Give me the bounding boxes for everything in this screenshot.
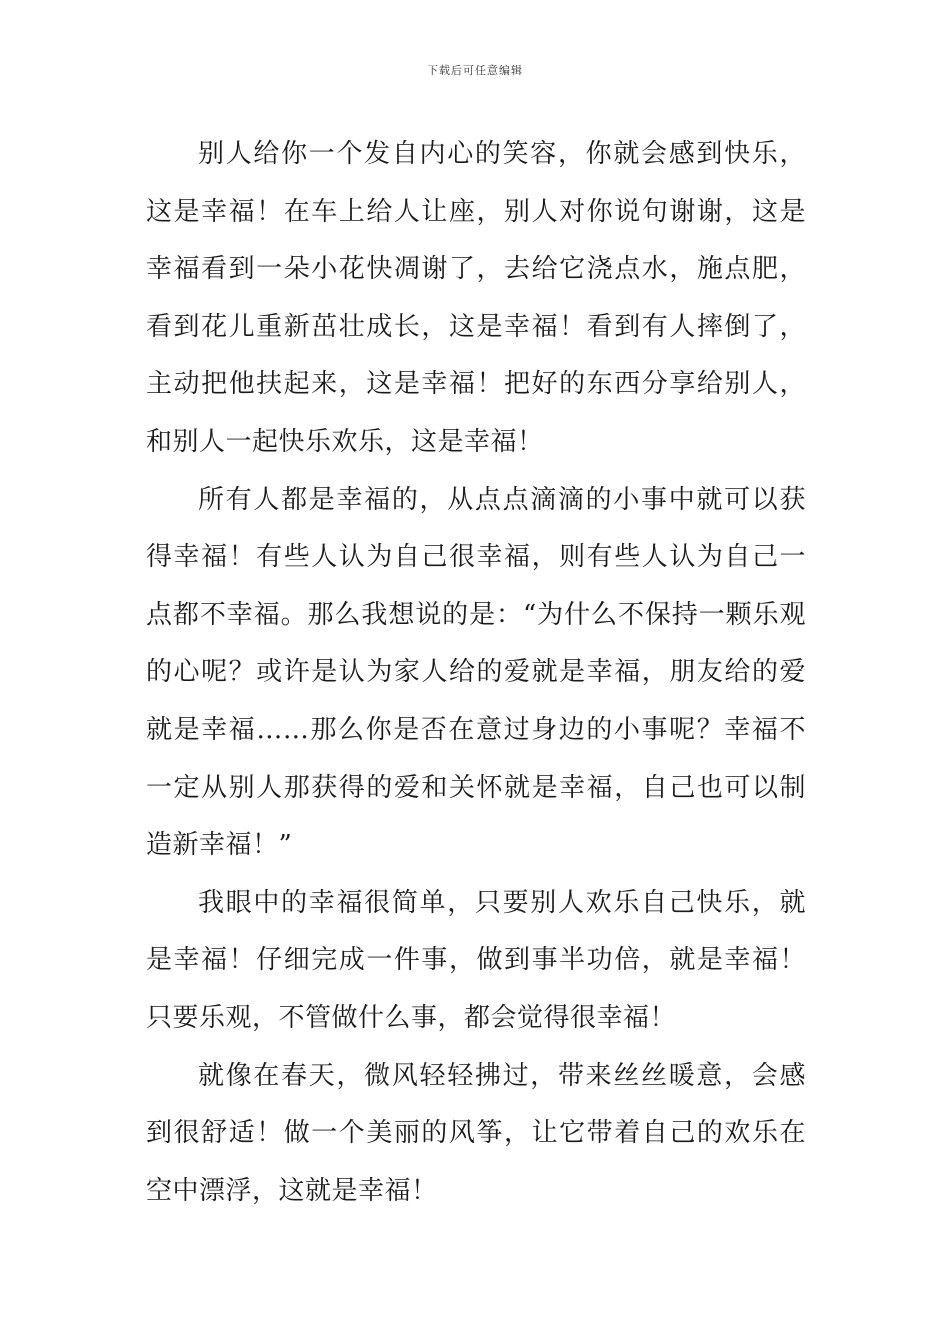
page-header: 下载后可任意编辑 xyxy=(427,64,523,77)
paragraph-3: 我眼中的幸福很简单，只要别人欢乐自己快乐，就是幸福！仔细完成一件事，做到事半功倍，就是幸福！只要乐观，不管做什么事，都会觉得很幸福！ xyxy=(146,887,806,1033)
document-body xyxy=(146,126,806,1220)
paragraph-2: 所有人都是幸福的，从点点滴滴的小事中就可以获得幸福！有些人认为自己很幸福，则有些人认为自己一点都不幸福。那么我想说的是：“为什么不保持一颗乐观的心呢？或许是认为家人给的爱就是幸福，朋友给的爱就是幸福……那么你是否在意过身边的小事呢？幸福不一定从别人那获得的爱和关怀就是幸福，自己也可以制造新幸福！” xyxy=(146,484,806,861)
paragraph-1: 别人给你一个发自内心的笑容，你就会感到快乐，这是幸福！在车上给人让座，别人对你说句谢谢，这是幸福看到一朵小花快凋谢了，去给它浇点水，施点肥，看到花儿重新茁壮成长，这是幸福！看到有人摔倒了，主动把他扶起来，这是幸福！把好的东西分享给别人，和别人一起快乐欢乐，这是幸福！ xyxy=(146,139,806,457)
paragraph-4: 就像在春天，微风轻轻拂过，带来丝丝暖意，会感到很舒适！做一个美丽的风筝，让它带着自己的欢乐在空中漂浮，这就是幸福！ xyxy=(146,1060,806,1206)
